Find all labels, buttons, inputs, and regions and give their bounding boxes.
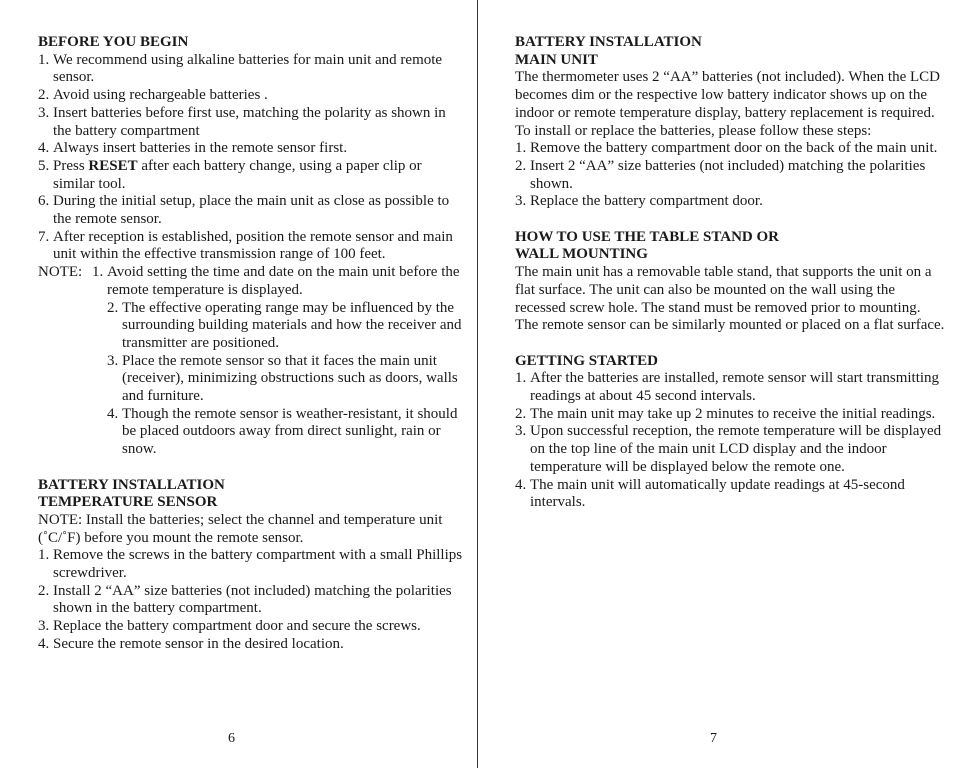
item-text: After the batteries are installed, remote sensor will start transmitting readings at about 45 second intervals. bbox=[530, 370, 940, 405]
list-item bbox=[515, 158, 945, 193]
list-item bbox=[515, 193, 945, 211]
note-text: Though the remote sensor is weather-resistant, it should be placed outdoors away from direct sunlight, rain or snow. bbox=[122, 405, 458, 458]
item-number: 3. bbox=[515, 193, 527, 210]
item-text: Upon successful reception, the remote temperature will be displayed on the top line of the main unit LCD display and the indoor temperature will be displayed below the remote one. bbox=[530, 423, 942, 475]
right-page bbox=[478, 0, 954, 768]
item-number: 4. bbox=[38, 635, 50, 652]
list-item bbox=[38, 583, 463, 618]
item-text: Remove the battery compartment door on the back of the main unit. bbox=[530, 140, 938, 157]
list-item bbox=[38, 87, 463, 105]
item-number: 1. bbox=[515, 370, 527, 387]
page-number: 6 bbox=[228, 731, 235, 746]
temperature-sensor-heading: TEMPERATURE SENSOR bbox=[38, 494, 218, 511]
note-text: The effective operating range may be influenced by the surrounding building materials and how the receiver and transmitter are positioned. bbox=[122, 299, 462, 351]
note-item bbox=[107, 353, 463, 406]
note-number: 2. bbox=[107, 299, 119, 316]
list-item bbox=[515, 477, 945, 512]
wall-mounting-heading: WALL MOUNTING bbox=[515, 246, 648, 263]
right-page-content bbox=[515, 34, 945, 512]
item-text: We recommend using alkaline batteries for main unit and remote sensor. bbox=[53, 51, 443, 86]
item-text: Insert 2 “AA” size batteries (not included) matching the polarities shown. bbox=[530, 157, 926, 192]
item-text: Replace the battery compartment door. bbox=[530, 193, 763, 210]
main-unit-paragraph: The thermometer uses 2 “AA” batteries (not included). When the LCD becomes dim or the respective low battery indicator shows up on the indoor or remote temperature display, battery replacement is required. bbox=[515, 69, 941, 121]
battery-installation-heading: BATTERY INSTALLATION bbox=[38, 476, 225, 493]
item-text: after each battery change, using a paper clip or similar tool. bbox=[53, 157, 422, 192]
list-item bbox=[38, 229, 463, 264]
list-item bbox=[515, 423, 945, 476]
list-item bbox=[38, 105, 463, 140]
list-item bbox=[38, 140, 463, 158]
item-number: 2. bbox=[38, 87, 50, 104]
getting-started-list bbox=[515, 370, 945, 512]
battery-installation-heading: BATTERY INSTALLATION bbox=[515, 34, 702, 50]
sensor-steps-list bbox=[38, 547, 463, 653]
note-number: 3. bbox=[107, 352, 119, 369]
item-text: Install 2 “AA” size batteries (not included) matching the polarities shown in the battery compartment. bbox=[53, 582, 452, 617]
note-item bbox=[92, 264, 463, 299]
item-text: Insert batteries before first use, matching the polarity as shown in the battery compartment bbox=[53, 104, 446, 139]
stand-paragraph: The main unit has a removable table stand, that supports the unit on a flat surface. The unit can also be mounted on the wall using the recessed screw hole. The stand must be removed prior to mounting. The remote sensor can be similarly mounted or placed on a flat surface. bbox=[515, 264, 945, 334]
note-number: 4. bbox=[107, 405, 119, 422]
item-text: The main unit will automatically update readings at 45-second intervals. bbox=[530, 476, 905, 511]
item-number: 1. bbox=[38, 51, 50, 68]
item-text: Avoid using rechargeable batteries . bbox=[53, 87, 268, 104]
item-text: Replace the battery compartment door and secure the screws. bbox=[53, 618, 421, 635]
list-item bbox=[515, 370, 945, 405]
item-text: The main unit may take up 2 minutes to receive the initial readings. bbox=[530, 405, 936, 422]
item-number: 3. bbox=[38, 104, 50, 121]
list-item bbox=[515, 140, 945, 158]
item-text: Press bbox=[53, 157, 89, 174]
note-number: 1. bbox=[92, 264, 104, 281]
item-number: 6. bbox=[38, 193, 50, 210]
before-you-begin-notes bbox=[38, 264, 463, 459]
note-item bbox=[107, 300, 463, 353]
item-number: 7. bbox=[38, 228, 50, 245]
item-text: During the initial setup, place the main unit as close as possible to the remote sensor. bbox=[53, 193, 450, 228]
item-number: 4. bbox=[515, 476, 527, 493]
item-number: 5. bbox=[38, 157, 50, 174]
notes-list bbox=[92, 264, 463, 459]
reset-keyword: RESET bbox=[88, 157, 138, 174]
left-page-content bbox=[38, 34, 463, 654]
sensor-note: NOTE: Install the batteries; select the channel and temperature unit (˚C/˚F) before you mount the remote sensor. bbox=[38, 511, 443, 546]
list-item bbox=[38, 193, 463, 228]
item-number: 2. bbox=[515, 405, 527, 422]
note-label: NOTE: bbox=[38, 264, 83, 281]
list-item bbox=[38, 52, 463, 87]
getting-started-heading: GETTING STARTED bbox=[515, 352, 658, 369]
table-stand-heading: HOW TO USE THE TABLE STAND OR bbox=[515, 228, 779, 245]
list-item bbox=[38, 547, 463, 582]
item-number: 2. bbox=[515, 157, 527, 174]
list-item bbox=[38, 158, 463, 193]
item-number: 3. bbox=[38, 618, 50, 635]
page-number: 7 bbox=[710, 731, 717, 746]
main-unit-steps-list bbox=[515, 140, 945, 211]
item-number: 4. bbox=[38, 140, 50, 157]
main-unit-intro: To install or replace the batteries, please follow these steps: bbox=[515, 122, 872, 139]
item-number: 2. bbox=[38, 582, 50, 599]
note-item bbox=[107, 406, 463, 459]
item-text: Secure the remote sensor in the desired location. bbox=[53, 635, 344, 652]
list-item bbox=[38, 618, 463, 636]
item-number: 3. bbox=[515, 423, 527, 440]
item-text: Remove the screws in the battery compartment with a small Phillips screwdriver. bbox=[53, 547, 463, 582]
item-number: 1. bbox=[515, 140, 527, 157]
before-you-begin-heading: BEFORE YOU BEGIN bbox=[38, 34, 189, 50]
item-number: 1. bbox=[38, 547, 50, 564]
before-you-begin-list bbox=[38, 52, 463, 264]
main-unit-heading: MAIN UNIT bbox=[515, 51, 598, 68]
note-text: Place the remote sensor so that it faces the main unit (receiver), minimizing obstructions such as doors, walls and furniture. bbox=[122, 352, 458, 405]
note-text: Avoid setting the time and date on the main unit before the remote temperature is displayed. bbox=[107, 264, 460, 298]
list-item bbox=[38, 636, 463, 654]
item-text: After reception is established, position the remote sensor and main unit within the effective transmission range of 100 feet. bbox=[53, 228, 453, 263]
left-page bbox=[0, 0, 476, 768]
list-item bbox=[515, 406, 945, 424]
item-text: Always insert batteries in the remote sensor first. bbox=[53, 140, 348, 157]
